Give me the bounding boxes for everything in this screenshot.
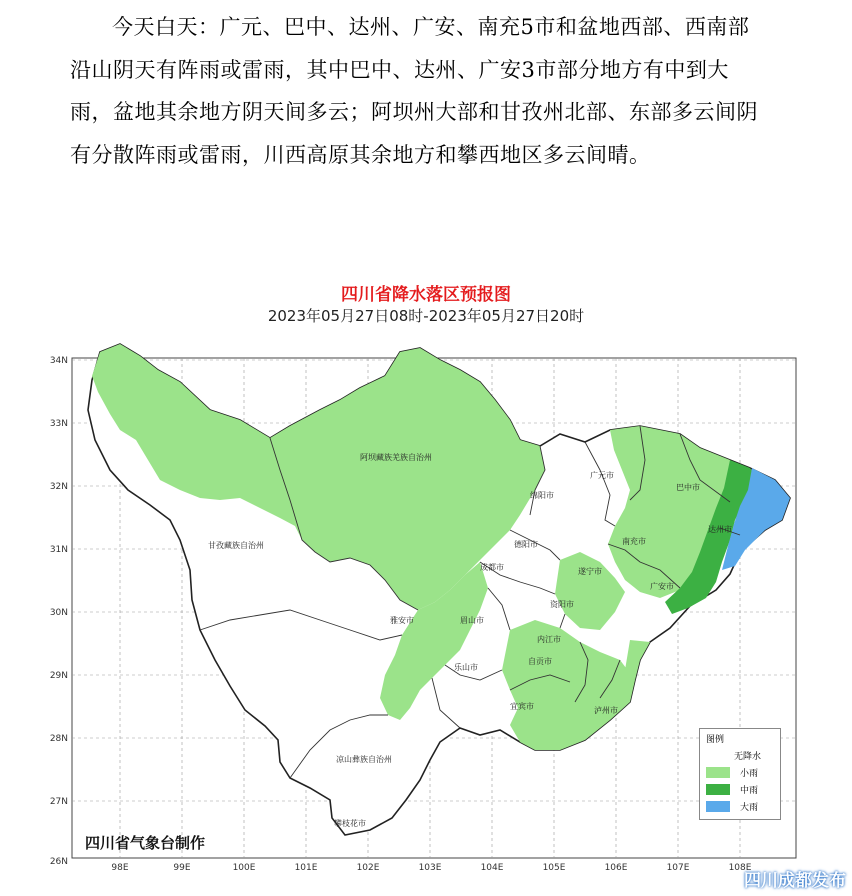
label-mianyang: 绵阳市 xyxy=(530,491,554,500)
watermark-text: 四川成都发布 xyxy=(744,871,846,891)
svg-text:34N: 34N xyxy=(49,356,68,366)
svg-text:31N: 31N xyxy=(49,545,68,555)
label-guangyuan: 广元市 xyxy=(590,471,614,480)
legend-swatch-moderate xyxy=(706,784,730,795)
svg-text:27N: 27N xyxy=(49,797,68,807)
svg-text:26N: 26N xyxy=(49,857,68,867)
label-guangan: 广安市 xyxy=(650,582,674,591)
svg-text:30N: 30N xyxy=(49,608,68,618)
label-neijiang: 内江市 xyxy=(537,635,561,644)
label-luzhou: 泸州市 xyxy=(594,706,618,715)
map-subtitle: 2023年05月27日08时-2023年05月27日20时 xyxy=(267,307,585,325)
forecast-article: 今天白天：广元、巴中、达州、广安、南充5市和盆地西部、西南部沿山阴天有阵雨或雷雨，其中巴中、达州、广安3市部分地方有中到大雨，盆地其余地方阴天间多云；阿坝州大部和甘孜州北部、东部多云间阴有分散阵雨或雷雨，川西高原其余地方和攀西地区多云间晴。 xyxy=(70,15,758,167)
label-yaan: 雅安市 xyxy=(390,616,414,625)
label-chengdu: 成都市 xyxy=(480,563,504,572)
label-aba: 阿坝藏族羌族自治州 xyxy=(360,453,432,462)
label-leshan: 乐山市 xyxy=(454,663,478,672)
label-ganzi: 甘孜藏族自治州 xyxy=(208,541,264,550)
legend-item-none: 无降水 xyxy=(706,749,776,762)
label-liangshan: 凉山彝族自治州 xyxy=(336,755,392,764)
svg-text:33N: 33N xyxy=(49,419,68,429)
svg-text:98E: 98E xyxy=(111,863,129,870)
label-deyang: 德阳市 xyxy=(514,540,538,549)
legend-item-moderate: 中雨 xyxy=(706,783,776,796)
label-yibin: 宜宾市 xyxy=(510,702,534,711)
legend-item-heavy: 大雨 xyxy=(706,800,776,813)
legend-swatch-light xyxy=(706,767,730,778)
svg-text:99E: 99E xyxy=(173,863,191,870)
label-nanchong: 南充市 xyxy=(622,537,646,546)
svg-text:29N: 29N xyxy=(49,671,68,681)
legend-title: 图例 xyxy=(706,735,725,745)
label-suining: 遂宁市 xyxy=(578,567,602,576)
label-bazhong: 巴中市 xyxy=(676,483,700,492)
svg-text:107E: 107E xyxy=(666,863,690,870)
svg-text:100E: 100E xyxy=(232,863,256,870)
label-zigong: 自贡市 xyxy=(528,657,552,666)
legend-swatch-heavy xyxy=(706,801,730,812)
svg-text:102E: 102E xyxy=(356,863,380,870)
map-legend xyxy=(699,728,781,820)
legend-swatch-none xyxy=(706,750,730,761)
svg-text:28N: 28N xyxy=(49,734,68,744)
svg-text:106E: 106E xyxy=(604,863,628,870)
svg-text:104E: 104E xyxy=(480,863,504,870)
longitude-ticks xyxy=(111,863,751,870)
map-title: 四川省降水落区预报图 xyxy=(341,285,511,305)
label-panzhihua: 攀枝花市 xyxy=(334,819,366,828)
svg-text:32N: 32N xyxy=(49,482,68,492)
latitude-ticks xyxy=(50,356,68,867)
label-meishan: 眉山市 xyxy=(460,616,484,625)
legend-item-light: 小雨 xyxy=(706,766,776,779)
label-ziyang: 资阳市 xyxy=(550,600,574,609)
watermark xyxy=(700,862,850,892)
svg-text:105E: 105E xyxy=(542,863,566,870)
map-credit: 四川省气象台制作 xyxy=(85,834,206,852)
svg-text:101E: 101E xyxy=(294,863,318,870)
label-dazhou: 达州市 xyxy=(708,525,732,534)
svg-text:103E: 103E xyxy=(418,863,442,870)
svg-text:108E: 108E xyxy=(728,863,752,870)
